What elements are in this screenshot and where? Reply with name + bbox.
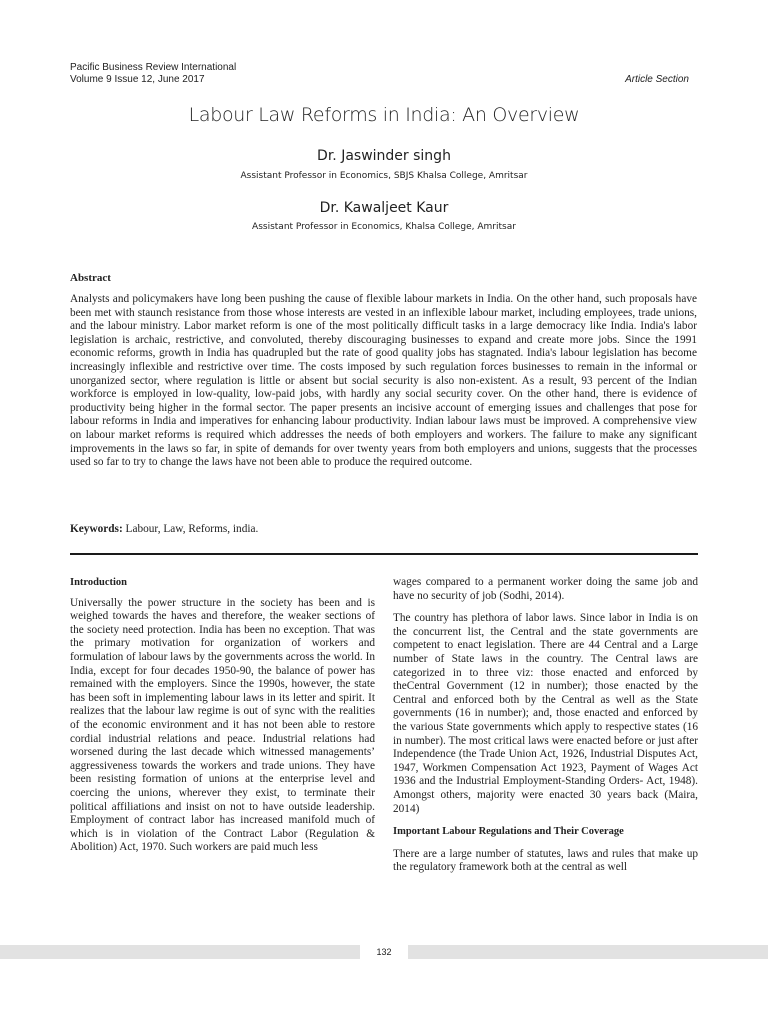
author-affiliation-1: Assistant Professor in Economics, SBJS Khalsa College, Amritsar	[240, 171, 528, 181]
page-number: 132	[360, 945, 408, 959]
journal-name: Pacific Business Review International	[70, 62, 237, 73]
journal-header	[70, 62, 236, 86]
keywords-label: Keywords:	[70, 523, 123, 535]
right-column	[393, 576, 698, 875]
article-section-label: Article Section	[625, 74, 689, 85]
keywords	[70, 523, 258, 535]
author-name-2: Dr. Kawaljeet Kaur	[319, 200, 449, 216]
abstract-text: Analysts and policymakers have long been pushing the cause of flexible labour markets in India. On the other hand, such proposals have been met with staunch resistance from those whose interests are vested in an inflexible labour market, including employees, trade unions, and the labour ministry. Labor market reform is one of the most politically difficult tasks in a large democracy like India. India's labor legislation is archaic, restrictive, and convoluted, thereby discouraging businesses to expand and create more jobs. Since the 1991 economic reforms, growth in India has quadrupled but the rate of good quality jobs has stagnated. India's labour legislation has become increasingly inflexible and restrictive over time. The costs imposed by such regulation forces businesses to remain in the informal or unorganized sector, where regulation is little or absent but social security is also non-existent. As a result, 93 percent of the Indian workforce is employed in low-quality, low-paid jobs, with hardly any social security cover. On the other hand, there is evidence of productivity being higher in the formal sector. The paper presents an incisive account of emerging issues and challenges that pose for labour reforms in India and imperatives for enhancing labour productivity. Indian labour laws must be improved. A comprehensive view on labour market reforms is required which addresses the needs of both employers and workers. The failure to make any significant improvements in the laws so far, in spite of demands for over twenty years from both employers and unions, suggests that the processes used so far to try to change the laws have not been able to produce the required outcome.	[70, 293, 697, 469]
author-name-1: Dr. Jaswinder singh	[317, 148, 451, 164]
right-paragraph-1: wages compared to a permanent worker doing the same job and have no security of job (Sodhi, 2014).	[393, 576, 698, 602]
left-column	[70, 576, 375, 855]
right-paragraph-2: The country has plethora of labor laws. Since labor in India is on the concurrent list, the Central and the state governments are competent to enact legislation. There are 44 Central and a Large number of State laws in the country. The Central laws are categorized in to three viz: those enacted and enforced by theCentral Government (12 in number); those enacted by the Central and enforced both by the Central as well as the State governments (16 in number); and, those enacted and enforced by the various State governments which apply to respective states (16 in number). The most critical laws were enacted before or just after Independence (the Trade Union Act, 1926, Industrial Disputes Act, 1947, Workmen Compensation Act 1923, Payment of Wages Act 1936 and the Industrial Employment-Standing Orders- Act, 1948). Amongst others, majority were enacted 30 years back (Maira, 2014)	[393, 612, 698, 815]
right-paragraph-3: There are a large number of statutes, laws and rules that make up the regulatory framework both at the central as well	[393, 847, 698, 874]
paper-title: Labour Law Reforms in India: An Overview	[188, 104, 580, 126]
author-affiliation-2: Assistant Professor in Economics, Khalsa College, Amritsar	[252, 222, 516, 232]
journal-volume: Volume 9 Issue 12, June 2017	[70, 74, 205, 85]
abstract-heading: Abstract	[70, 272, 111, 284]
keywords-text: Labour, Law, Reforms, india.	[122, 523, 259, 535]
labour-regulations-heading: Important Labour Regulations and Their Coverage	[393, 826, 624, 838]
introduction-heading: Introduction	[70, 577, 127, 588]
section-divider	[70, 553, 698, 555]
introduction-text: Universally the power structure in the society has been and is weighed towards the haves and therefore, the weaker sections of the society need protection. India has been no exception. That was the primary motivation for organization of workers and formulation of labour laws by the governments across the world. In India, except for four decades 1950-90, the balance of power has remained with the employers. Since the 1990s, however, the state has been soft in implementing labour laws in its letter and spirit. It realizes that the labour law regime is out of sync with the realities of the economic environment and it has not been able to restore cordial industrial relations and peace. Industrial relations had worsened during the last decade which witnessed managements’ aggressiveness towards the workers and trade unions. They have been resisting formation of unions at the enterprise level and coercing the unions, wherever they exist, to terminate their political affiliations and insist on not to have outside leadership. Employment of contract labor has increased manifold much of which is in violation of the Contract Labor (Regulation & Abolition) Act, 1970. Such workers are paid much less	[70, 596, 375, 854]
